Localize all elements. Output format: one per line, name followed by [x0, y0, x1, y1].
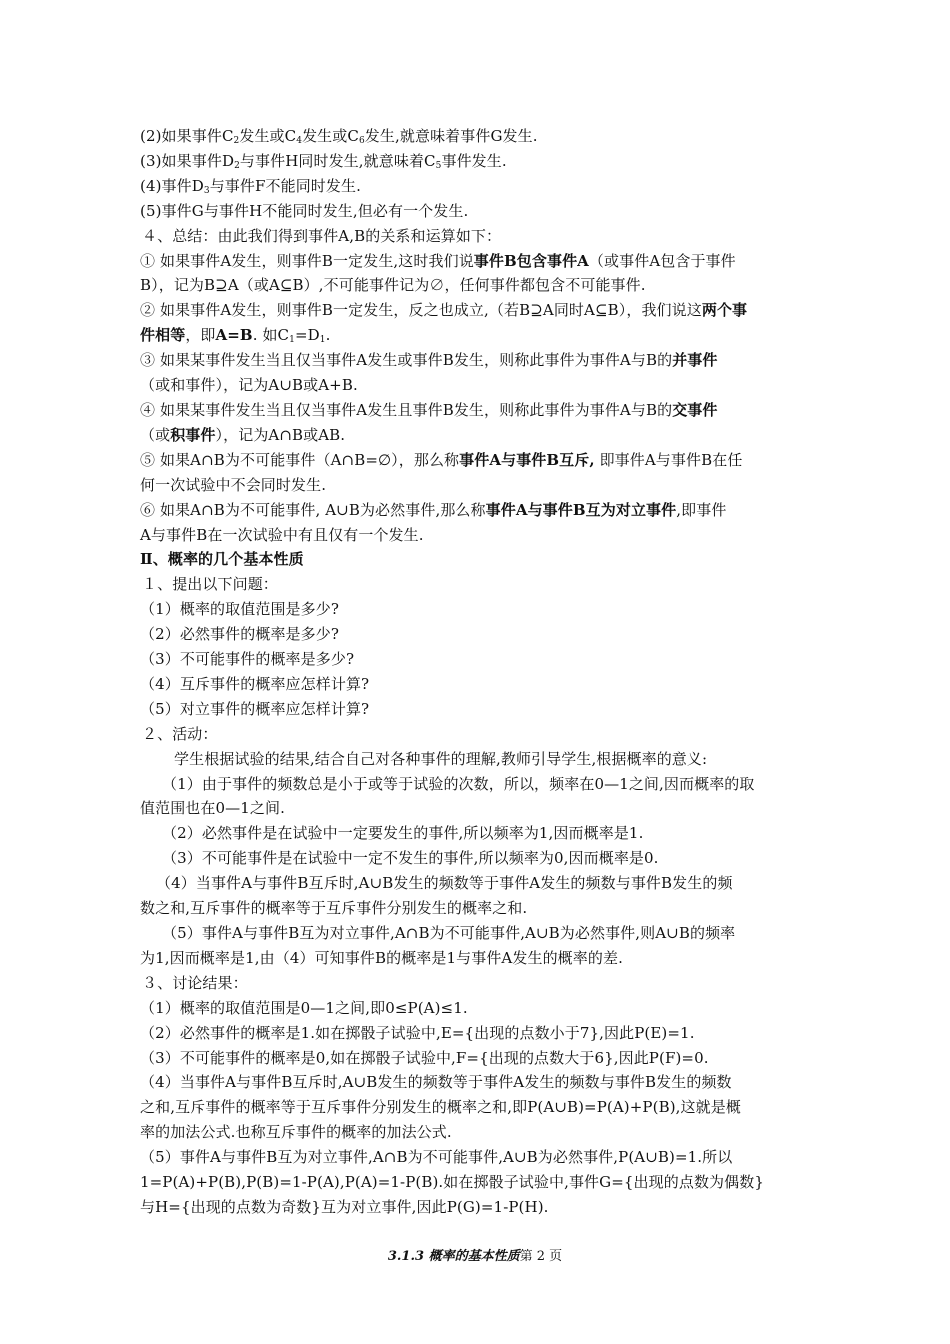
list-item: （2）必然事件的概率是1.如在掷骰子试验中,E={出现的点数小于7},因此P(E)=1.	[140, 1023, 695, 1042]
text-line: (4)事件$D_3$与事件F不能同时发生.	[140, 176, 361, 196]
text-line: B），记为B⊇A（或A⊆B）,不可能事件记为∅，任何事件都包含不可能事件.	[140, 276, 646, 295]
text-line: ① 如果事件A发生，则事件B一定发生,这时我们说事件B包含事件A（或事件A包含于事件	[140, 251, 736, 270]
term-bold: 积事件	[170, 425, 216, 444]
text-line: （或和事件），记为A∪B或A+B.	[140, 376, 358, 395]
section-title: Ⅱ、概率的几个基本性质	[140, 550, 304, 569]
text-line: ⑥ 如果A∩B为不可能事件, A∪B为必然事件,那么称事件A与事件B互为对立事件,即事件	[140, 500, 727, 519]
text-line: (5)事件G与事件H不能同时发生,但必有一个发生.	[140, 201, 469, 220]
list-item: （1）概率的取值范围是0—1之间,即0≤P(A)≤1.	[140, 998, 468, 1017]
text-line: 值范围也在0—1之间.	[140, 799, 285, 818]
list-item: （1）概率的取值范围是多少?	[140, 600, 339, 619]
text-line: 何一次试验中不会同时发生.	[140, 475, 327, 494]
text-line: ④ 如果某事件发生当且仅当事件A发生且事件B发生，则称此事件为事件A与B的交事件	[140, 400, 718, 419]
text-line: 与H={出现的点数为奇数}互为对立事件,因此P(G)=1-P(H).	[140, 1197, 549, 1216]
term-bold: 两个事	[701, 301, 748, 320]
list-item: （5）事件A与事件B互为对立事件,A∩B为不可能事件,A∪B为必然事件,则A∪B的频率	[162, 924, 736, 942]
text-line: (2)如果事件$C_2$发生或$C_4$发生或$C_6$发生,就意味着事件G发生.	[140, 127, 538, 146]
page-footer: 3.1.3 概率的基本性质第 2 页	[387, 1249, 563, 1264]
document-body	[140, 124, 808, 1220]
section-heading: ３、讨论结果：	[142, 973, 248, 992]
section-heading: ４、总结：由此我们得到事件A,B的关系和运算如下：	[142, 226, 502, 245]
list-item: （2）必然事件是在试验中一定要发生的事件,所以频率为1,因而概率是1.	[162, 824, 644, 843]
text-line: （或积事件），记为A∩B或AB.	[140, 425, 346, 444]
list-item: （4）当事件A与事件B互斥时,A∪B发生的频数等于事件A发生的频数与事件B发生的频	[156, 874, 733, 893]
text-line: (3)如果事件$D_2$与事件H同时发生,就意味着$C_5$事件发生.	[140, 151, 507, 171]
list-item: （4）互斥事件的概率应怎样计算?	[140, 674, 370, 693]
page-number: 2	[536, 1249, 545, 1264]
text-line: ⑤ 如果A∩B为不可能事件（A∩B=∅），那么称事件A与事件B互斥, 即事件A与事件B在任	[140, 450, 743, 469]
text-line: 学生根据试验的结果,结合自己对各种事件的理解,教师引导学生,根据概率的意义:	[174, 749, 708, 768]
section-heading: １、提出以下问题：	[142, 575, 278, 594]
term-bold: A=B	[215, 326, 253, 345]
term-bold: 事件A与事件B互斥,	[459, 450, 595, 469]
text-line: 1=P(A)+P(B),P(B)=1-P(A),P(A)=1-P(B).如在掷骰子试验中,事件G={出现的点数为偶数}	[140, 1173, 764, 1192]
list-item: （5）事件A与事件B互为对立事件,A∩B为不可能事件,A∪B为必然事件,P(A∪B)=1.所以	[140, 1148, 733, 1167]
text-line: 为1,因而概率是1,由（4）可知事件B的概率是1与事件A发生的概率的差.	[140, 948, 623, 967]
list-item: （1）由于事件的频数总是小于或等于试验的次数，所以，频率在0—1之间,因而概率的取	[162, 774, 755, 793]
term-bold: 交事件	[672, 400, 718, 419]
list-item: （4）当事件A与事件B互斥时,A∪B发生的频数等于事件A发生的频数与事件B发生的频数	[140, 1073, 732, 1092]
text-line: 率的加法公式.也称互斥事件的概率的加法公式.	[140, 1123, 452, 1142]
list-item: （5）对立事件的概率应怎样计算?	[140, 699, 370, 718]
text-line: ② 如果事件A发生，则事件B一定发生，反之也成立,（若B⊇A同时A⊆B），我们说这两个事	[140, 301, 748, 320]
list-item: （3）不可能事件的概率是0,如在掷骰子试验中,F={出现的点数大于6},因此P(F)=0.	[140, 1048, 709, 1067]
section-heading: ２、活动：	[142, 724, 218, 743]
text-line: 件相等，即A=B. 如$C_1=D_1$.	[140, 326, 331, 346]
term-bold: 件相等	[140, 326, 186, 345]
list-item: （3）不可能事件是在试验中一定不发生的事件,所以频率为0,因而概率是0.	[162, 849, 659, 868]
term-bold: 并事件	[672, 351, 718, 370]
text-line: A与事件B在一次试验中有且仅有一个发生.	[140, 525, 424, 544]
footer-title: 3.1.3 概率的基本性质	[387, 1249, 520, 1264]
term-bold: 事件A与事件B互为对立事件	[485, 500, 677, 519]
text-line: ③ 如果某事件发生当且仅当事件A发生或事件B发生，则称此事件为事件A与B的并事件	[140, 351, 718, 370]
term-bold: 事件B包含事件A	[473, 251, 589, 270]
text-line: 之和,互斥事件的概率等于互斥事件分别发生的概率之和,即P(A∪B)=P(A)+P(B),这就是概	[140, 1098, 741, 1117]
text-line: 数之和,互斥事件的概率等于互斥事件分别发生的概率之和.	[140, 899, 528, 918]
list-item: （3）不可能事件的概率是多少?	[140, 650, 355, 669]
list-item: （2）必然事件的概率是多少?	[140, 625, 339, 644]
